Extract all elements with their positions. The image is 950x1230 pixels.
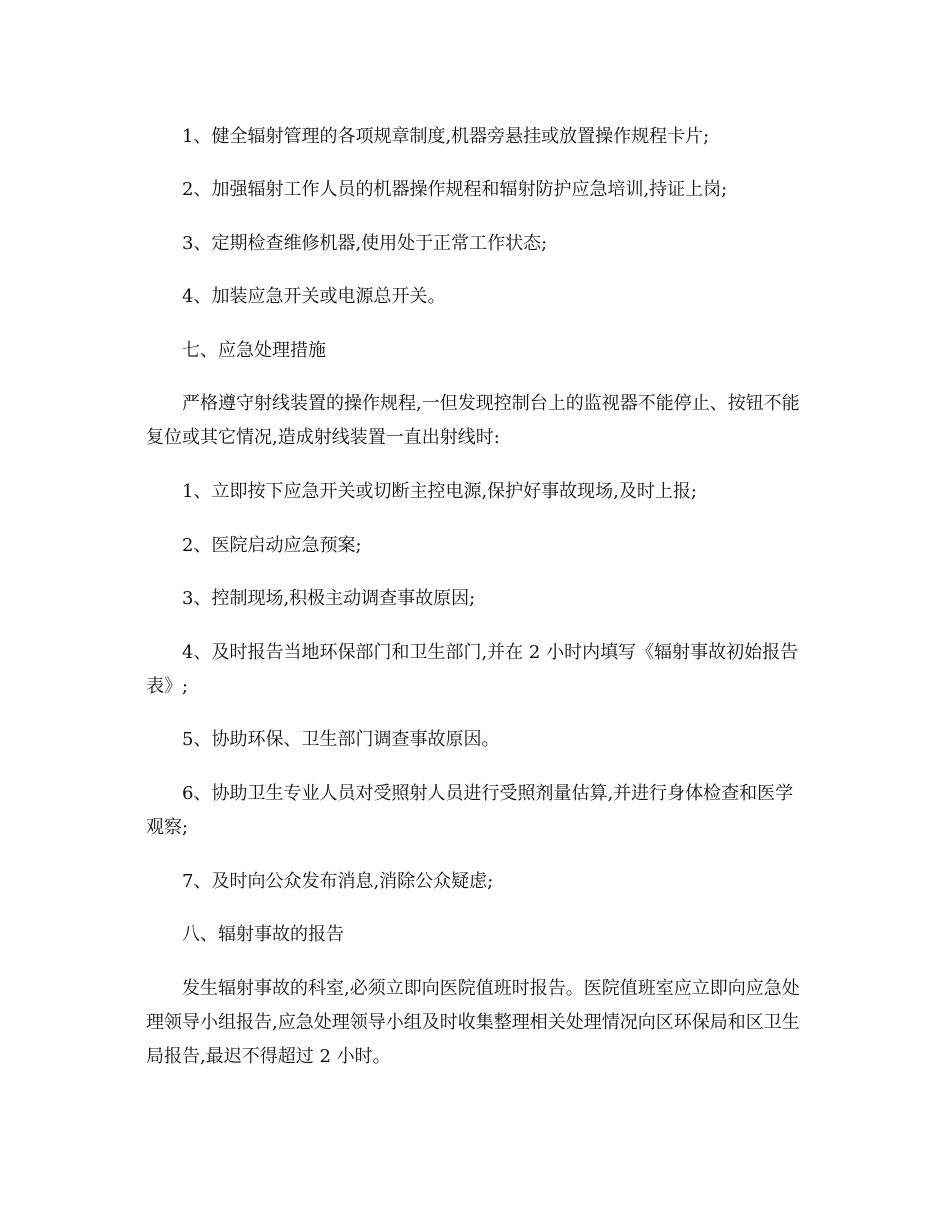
measure-item-1: 1、健全辐射管理的各项规章制度,机器旁悬挂或放置操作规程卡片; xyxy=(182,126,710,147)
emergency-step-1: 1、立即按下应急开关或切断主控电源,保护好事故现场,及时上报; xyxy=(182,481,697,502)
emergency-step-4: 4、及时报告当地环保部门和卫生部门,并在 2 小时内填写《辐射事故初始报告表》; xyxy=(146,642,799,697)
emergency-step-7: 7、及时向公众发布消息,消除公众疑虑; xyxy=(182,871,494,892)
measure-item-2: 2、加强辐射工作人员的机器操作规程和辐射防护应急培训,持证上岗; xyxy=(182,179,728,200)
emergency-step-2: 2、医院启动应急预案; xyxy=(182,535,362,556)
emergency-step-3: 3、控制现场,积极主动调查事故原因; xyxy=(182,588,476,609)
measure-item-4: 4、加装应急开关或电源总开关。 xyxy=(182,286,446,307)
report-paragraph: 发生辐射事故的科室,必须立即向医院值班时报告。医院值班室应立即向应急处理领导小组报告,应急处理领导小组及时收集整理相关处理情况向区环保局和区卫生局报告,最迟不得超过 2 小时。 xyxy=(146,978,800,1067)
measure-item-3: 3、定期检查维修机器,使用处于正常工作状态; xyxy=(182,233,548,254)
emergency-intro-paragraph: 严格遵守射线装置的操作规程,一但发现控制台上的监视器不能停止、按钮不能复位或其它情况,造成射线装置一直出射线时: xyxy=(146,393,800,448)
emergency-step-6: 6、协助卫生专业人员对受照射人员进行受照剂量估算,并进行身体检查和医学观察; xyxy=(146,783,794,838)
section-heading-8: 八、辐射事故的报告 xyxy=(182,924,344,945)
emergency-step-5: 5、协助环保、卫生部门调查事故原因。 xyxy=(182,729,500,750)
section-heading-7: 七、应急处理措施 xyxy=(182,340,326,361)
